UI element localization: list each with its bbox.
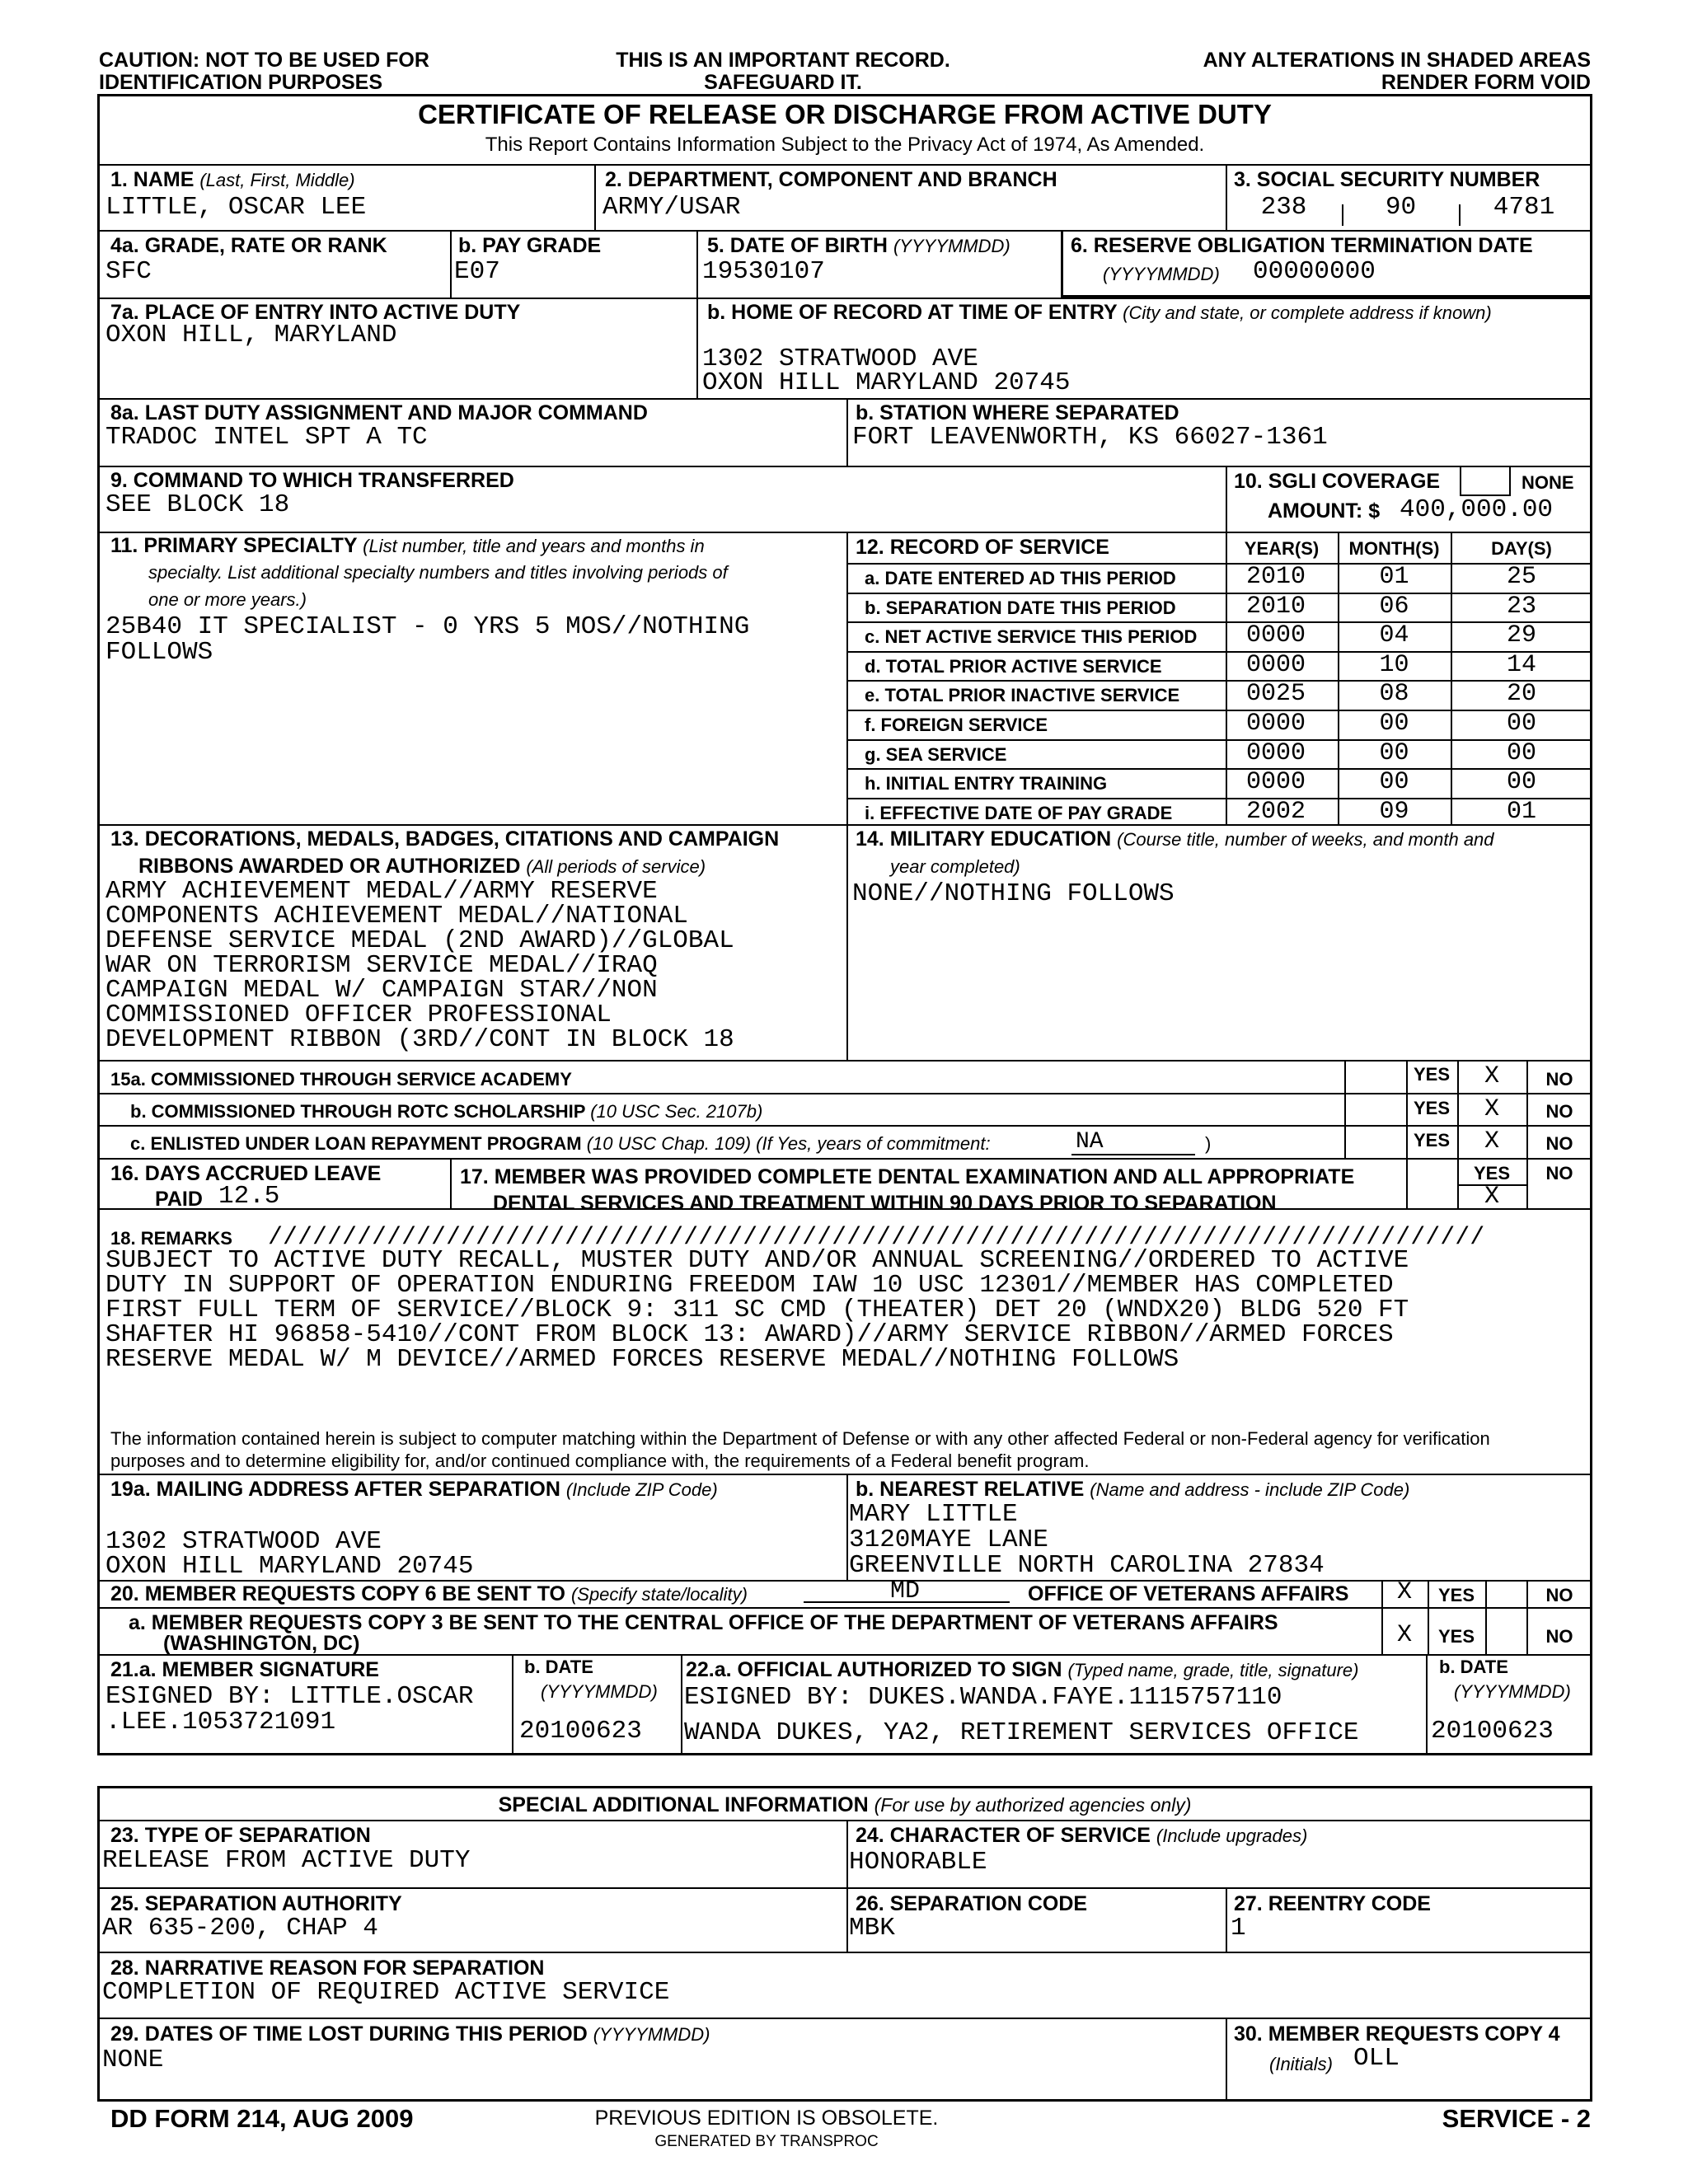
- record-day-value: 00: [1506, 710, 1536, 738]
- 15c-close-paren: ): [1205, 1133, 1212, 1154]
- privacy-notice: This Report Contains Information Subject to the Privacy Act of 1974, As Amended.: [485, 134, 1205, 156]
- block-18-label: 18. REMARKS: [110, 1228, 232, 1249]
- record-year-value: 0000: [1245, 621, 1306, 650]
- block-20-label: 20. MEMBER REQUESTS COPY 6 BE SENT TO (Specify state/locality): [110, 1582, 748, 1605]
- block-30-hint: (Initials): [1269, 2054, 1334, 2074]
- copy6-state-value: MD: [890, 1577, 921, 1605]
- record-row-label: a. DATE ENTERED AD THIS PERIOD: [865, 568, 1176, 588]
- safeguard-text: SAFEGUARD IT.: [704, 71, 862, 94]
- block-24-label: 24. CHARACTER OF SERVICE (Include upgrades): [856, 1824, 1308, 1847]
- block-17-label: 17. MEMBER WAS PROVIDED COMPLETE DENTAL EXAMINATION AND ALL APPROPRIATE: [460, 1165, 1355, 1188]
- divider: [97, 824, 1592, 826]
- block-21b-label: b. DATE: [524, 1657, 593, 1677]
- divider: [97, 2018, 1592, 2019]
- block-5-label: 5. DATE OF BIRTH (YYYYMMDD): [707, 234, 1010, 257]
- ssn-separator: [1342, 204, 1343, 226]
- block-20a-label: a. MEMBER REQUESTS COPY 3 BE SENT TO THE CENTRAL OFFICE OF THE DEPARTMENT OF VETERANS AFFAIRS: [129, 1611, 1278, 1634]
- 15b-checkmark: X: [1484, 1095, 1499, 1123]
- divider: [97, 466, 1592, 467]
- 20a-checkmark: X: [1396, 1621, 1412, 1649]
- official-esignature: ESIGNED BY: DUKES.WANDA.FAYE.1115757110: [684, 1683, 1282, 1712]
- alterations-text: ANY ALTERATIONS IN SHADED AREAS: [1203, 49, 1591, 72]
- nearest-relative-line-2: 3120MAYE LANE: [849, 1526, 1048, 1554]
- divider: [846, 1820, 848, 1952]
- record-month-value: 09: [1379, 797, 1409, 826]
- block-26-label: 26. SEPARATION CODE: [856, 1892, 1088, 1915]
- decorations-value: ARMY ACHIEVEMENT MEDAL//ARMY RESERVE COMPONENTS ACHIEVEMENT MEDAL//NATIONAL DEFENSE SERVICE MEDAL (2ND AWARD)//GLOBAL WAR ON TERRORISM SERVICE MEDAL//IRAQ CAMPAIGN MEDAL W/ CAMPAIGN STAR//NON COMMISSIONED OFFICER PROFESSIONAL DEVELOPMENT RIBBON (3RD//CONT IN BLOCK 18: [106, 877, 734, 1054]
- block-3-label: 3. SOCIAL SECURITY NUMBER: [1234, 168, 1540, 191]
- divider: [450, 1158, 452, 1208]
- military-education-value: NONE//NOTHING FOLLOWS: [852, 879, 1175, 908]
- block-1-label: 1. NAME (Last, First, Middle): [110, 168, 355, 191]
- ssn-part-3: 4781: [1493, 193, 1555, 222]
- official-signature-date: 20100623: [1431, 1717, 1554, 1746]
- divider: [1426, 1654, 1428, 1755]
- 15a-no-label: NO: [1545, 1069, 1573, 1090]
- record-row-label: f. FOREIGN SERVICE: [865, 715, 1048, 735]
- record-row-label: i. EFFECTIVE DATE OF PAY GRADE: [865, 802, 1173, 823]
- block-15a-label: 15a. COMMISSIONED THROUGH SERVICE ACADEMY: [110, 1069, 572, 1090]
- record-month-value: 10: [1379, 650, 1409, 679]
- service-copy-label: SERVICE - 2: [1442, 2104, 1591, 2133]
- caution-text: CAUTION: NOT TO BE USED FOR: [99, 49, 429, 72]
- block-9-label: 9. COMMAND TO WHICH TRANSFERRED: [110, 469, 514, 492]
- record-row-label: b. SEPARATION DATE THIS PERIOD: [865, 597, 1176, 618]
- separation-code-value: MBK: [849, 1914, 895, 1943]
- divider: [1226, 164, 1227, 230]
- divider: [696, 230, 698, 298]
- 15c-no-label: NO: [1545, 1133, 1573, 1154]
- type-of-separation-value: RELEASE FROM ACTIVE DUTY: [102, 1846, 471, 1875]
- divider: [97, 1952, 1592, 1953]
- 15c-yes-label: YES: [1413, 1130, 1451, 1151]
- dob-value: 19530107: [702, 257, 825, 286]
- record-month-value: 08: [1379, 680, 1409, 709]
- separation-authority-value: AR 635-200, CHAP 4: [102, 1914, 378, 1943]
- record-month-value: 00: [1379, 768, 1409, 797]
- sgli-none-box: [1460, 466, 1461, 496]
- important-record-text: THIS IS AN IMPORTANT RECORD.: [616, 49, 950, 72]
- block-12-label: 12. RECORD OF SERVICE: [856, 536, 1109, 559]
- character-of-service-value: HONORABLE: [849, 1848, 987, 1877]
- divider: [97, 1607, 1592, 1609]
- mailing-address-line-2: OXON HILL MARYLAND 20745: [106, 1552, 474, 1581]
- computer-matching-notice-2: purposes and to determine eligibility for, and/or continued compliance with, the requirements of a Federal benefit program.: [110, 1451, 1090, 1471]
- time-lost-value: NONE: [102, 2046, 164, 2074]
- home-of-record-line-1: 1302 STRATWOOD AVE: [702, 344, 978, 373]
- block-15b-label: b. COMMISSIONED THROUGH ROTC SCHOLARSHIP (10 USC Sec. 2107b): [130, 1101, 763, 1122]
- record-year-value: 0000: [1245, 650, 1306, 679]
- block-4b-label: b. PAY GRADE: [458, 234, 602, 257]
- 20-yes-label: YES: [1437, 1585, 1475, 1605]
- place-of-entry-value: OXON HILL, MARYLAND: [106, 321, 397, 349]
- block-23-label: 23. TYPE OF SEPARATION: [110, 1824, 371, 1847]
- block-6-label: 6. RESERVE OBLIGATION TERMINATION DATE: [1071, 234, 1533, 257]
- last-duty-value: TRADOC INTEL SPT A TC: [106, 423, 428, 452]
- name-value: LITTLE, OSCAR LEE: [106, 193, 367, 222]
- reentry-code-value: 1: [1231, 1914, 1246, 1943]
- previous-edition-text: PREVIOUS EDITION IS OBSOLETE.: [594, 2107, 939, 2130]
- sgli-amount-label: AMOUNT: $: [1268, 499, 1381, 523]
- record-year-value: 0000: [1245, 768, 1306, 797]
- nearest-relative-line-3: GREENVILLE NORTH CAROLINA 27834: [849, 1551, 1325, 1580]
- divider: [1344, 1060, 1346, 1158]
- record-day-value: 14: [1506, 650, 1536, 679]
- mailing-address-line-1: 1302 STRATWOOD AVE: [106, 1527, 382, 1556]
- divider: [97, 398, 1592, 400]
- block-15c-label: c. ENLISTED UNDER LOAN REPAYMENT PROGRAM (10 USC Chap. 109) (If Yes, years of commitment:: [130, 1133, 991, 1154]
- block-19a-label: 19a. MAILING ADDRESS AFTER SEPARATION (Include ZIP Code): [110, 1478, 718, 1501]
- narrative-reason-value: COMPLETION OF REQUIRED ACTIVE SERVICE: [102, 1978, 670, 2007]
- block-30-label: 30. MEMBER REQUESTS COPY 4: [1234, 2022, 1560, 2046]
- divider: [1485, 1580, 1487, 1654]
- divider: [512, 1654, 513, 1755]
- record-month-value: 00: [1379, 710, 1409, 738]
- day-column-header: DAY(S): [1491, 538, 1552, 559]
- record-row-label: h. INITIAL ENTRY TRAINING: [865, 773, 1108, 794]
- 15c-checkmark: X: [1484, 1127, 1499, 1155]
- 17-checkmark: X: [1484, 1183, 1499, 1211]
- divider: [696, 298, 698, 398]
- block-7a-label: 7a. PLACE OF ENTRY INTO ACTIVE DUTY: [110, 301, 521, 324]
- record-day-value: 23: [1506, 592, 1536, 621]
- block-11-hint: specialty. List additional specialty numbers and titles involving periods of: [148, 562, 728, 583]
- block-21a-label: 21.a. MEMBER SIGNATURE: [110, 1658, 379, 1681]
- record-month-value: 01: [1379, 563, 1409, 591]
- block-11-hint: one or more years.): [148, 589, 307, 610]
- 15a-yes-label: YES: [1413, 1064, 1451, 1085]
- block-20a-label-2: (WASHINGTON, DC): [163, 1632, 360, 1655]
- record-day-value: 01: [1506, 797, 1536, 826]
- 20-no-label: NO: [1545, 1585, 1573, 1605]
- reserve-termination-value: 00000000: [1253, 257, 1376, 286]
- 15b-yes-label: YES: [1413, 1098, 1451, 1118]
- 20a-no-label: NO: [1545, 1626, 1573, 1647]
- divider: [846, 824, 848, 1060]
- month-column-header: MONTH(S): [1348, 538, 1440, 559]
- office-veterans-affairs-label: OFFICE OF VETERANS AFFAIRS: [1028, 1582, 1349, 1605]
- block-28-label: 28. NARRATIVE REASON FOR SEPARATION: [110, 1957, 545, 1980]
- record-row-label: g. SEA SERVICE: [865, 743, 1007, 765]
- divider: [97, 1580, 1592, 1582]
- block-8a-label: 8a. LAST DUTY ASSIGNMENT AND MAJOR COMMAND: [110, 401, 648, 424]
- sgli-none-label: NONE: [1522, 472, 1574, 493]
- record-day-value: 29: [1506, 621, 1536, 650]
- 15c-commitment-value: NA: [1076, 1129, 1104, 1155]
- divider: [1226, 2018, 1227, 2102]
- divider: [681, 1654, 682, 1755]
- department-value: ARMY/USAR: [603, 193, 741, 222]
- grade-value: SFC: [106, 257, 152, 286]
- generated-by-text: GENERATED BY TRANSPROC: [654, 2133, 879, 2150]
- pay-grade-value: E07: [454, 257, 500, 286]
- days-leave-value: 12.5: [218, 1182, 280, 1211]
- primary-specialty-value: 25B40 IT SPECIALIST - 0 YRS 5 MOS//NOTHING FOLLOWS: [106, 612, 750, 667]
- block-14-label: 14. MILITARY EDUCATION (Course title, number of weeks, and month and: [856, 827, 1494, 851]
- divider: [97, 1093, 1592, 1094]
- 20a-yes-label: YES: [1437, 1626, 1475, 1647]
- block-4a-label: 4a. GRADE, RATE OR RANK: [110, 234, 387, 257]
- divider: [450, 230, 452, 298]
- divider: [97, 1474, 1592, 1475]
- record-year-value: 0000: [1245, 710, 1306, 738]
- ssn-separator: [1459, 204, 1461, 226]
- divider: [97, 1060, 1592, 1062]
- block-13-label: 13. DECORATIONS, MEDALS, BADGES, CITATIONS AND CAMPAIGN: [110, 827, 780, 851]
- block-16-label: 16. DAYS ACCRUED LEAVE: [110, 1162, 382, 1185]
- record-year-value: 0000: [1245, 738, 1306, 767]
- block-13-label-2: RIBBONS AWARDED OR AUTHORIZED (All periods of service): [138, 855, 706, 878]
- member-signature-date: 20100623: [519, 1717, 642, 1746]
- nearest-relative-line-1: MARY LITTLE: [849, 1500, 1018, 1529]
- divider: [846, 398, 848, 466]
- block-29-label: 29. DATES OF TIME LOST DURING THIS PERIOD (YYYYMMDD): [110, 2022, 710, 2046]
- block-2-label: 2. DEPARTMENT, COMPONENT AND BRANCH: [605, 168, 1057, 191]
- 20-checkmark: X: [1396, 1578, 1412, 1606]
- copy4-initials-value: OLL: [1353, 2044, 1400, 2073]
- sgli-amount-value: 400,000.00: [1400, 495, 1554, 524]
- divider: [97, 164, 1592, 166]
- block-19b-label: b. NEAREST RELATIVE (Name and address - include ZIP Code): [856, 1478, 1410, 1501]
- block-10-label: 10. SGLI COVERAGE: [1234, 470, 1441, 493]
- sgli-none-box: [1509, 466, 1511, 496]
- block-17-label-2: DENTAL SERVICES AND TREATMENT WITHIN 90 DAYS PRIOR TO SEPARATION: [493, 1192, 1277, 1215]
- record-day-value: 00: [1506, 768, 1536, 797]
- divider: [97, 532, 1592, 533]
- station-separated-value: FORT LEAVENWORTH, KS 66027-1361: [852, 423, 1328, 452]
- official-name-title: WANDA DUKES, YA2, RETIREMENT SERVICES OFFICE: [684, 1718, 1359, 1747]
- divider: [594, 164, 596, 230]
- block-22b-hint: (YYYYMMDD): [1454, 1681, 1571, 1702]
- block-21b-hint: (YYYYMMDD): [541, 1681, 658, 1702]
- divider: [97, 1125, 1592, 1127]
- remarks-value: SUBJECT TO ACTIVE DUTY RECALL, MUSTER DUTY AND/OR ANNUAL SCREENING//ORDERED TO ACTIVE DUTY IN SUPPORT OF OPERATION ENDURING FREEDOM IAW 10 USC 12301//MEMBER HAS COMPLETED FIRST FULL TERM OF SERVICE//BLOCK 9: 311 SC CMD (THEATER) DET 20 (WNDX20) BLDG 520 FT SHAFTER HI 96858-5410//CONT FROM BLOCK 13: AWARD)//ARMY SERVICE RIBBON//ARMED FORCES RESERVE MEDAL W/ M DEVICE//ARMED FORCES RESERVE MEDAL//NOTHING FOLLOWS: [106, 1246, 1409, 1374]
- divider: [97, 1887, 1592, 1889]
- block-22a-label: 22.a. OFFICIAL AUTHORIZED TO SIGN (Typed name, grade, title, signature): [686, 1658, 1359, 1681]
- form-void-text: RENDER FORM VOID: [1381, 71, 1591, 94]
- 15a-checkmark: X: [1484, 1062, 1499, 1090]
- 15b-no-label: NO: [1545, 1101, 1573, 1122]
- special-info-title: SPECIAL ADDITIONAL INFORMATION (For use by authorized agencies only): [498, 1793, 1192, 1816]
- year-column-header: YEAR(S): [1244, 538, 1320, 559]
- record-day-value: 25: [1506, 563, 1536, 591]
- record-row-label: d. TOTAL PRIOR ACTIVE SERVICE: [865, 655, 1162, 677]
- record-year-value: 2010: [1245, 563, 1306, 591]
- block-16-label-2: PAID: [155, 1188, 203, 1211]
- command-transferred-value: SEE BLOCK 18: [106, 490, 290, 519]
- divider: [97, 298, 1592, 299]
- block-8b-label: b. STATION WHERE SEPARATED: [856, 401, 1179, 424]
- record-row-label: e. TOTAL PRIOR INACTIVE SERVICE: [865, 685, 1180, 706]
- block-14-hint: year completed): [890, 856, 1020, 877]
- divider: [846, 532, 848, 824]
- caution-text-2: IDENTIFICATION PURPOSES: [99, 71, 383, 94]
- divider: [97, 1820, 1592, 1821]
- record-year-value: 2002: [1245, 797, 1306, 826]
- block-7b-label: b. HOME OF RECORD AT TIME OF ENTRY (City and state, or complete address if known): [707, 301, 1492, 324]
- form-title: CERTIFICATE OF RELEASE OR DISCHARGE FROM ACTIVE DUTY: [418, 99, 1272, 129]
- record-day-value: 20: [1506, 680, 1536, 709]
- block-6-hint: (YYYYMMDD): [1103, 264, 1220, 284]
- divider: [1226, 466, 1227, 532]
- form-identifier: DD FORM 214, AUG 2009: [110, 2104, 414, 2133]
- ssn-part-2: 90: [1385, 193, 1417, 222]
- divider: [1226, 1887, 1227, 1952]
- computer-matching-notice: The information contained herein is subject to computer matching within the Department of Defense or with any other affected Federal or non-Federal agency for verification: [110, 1428, 1490, 1449]
- divider: [846, 1474, 848, 1580]
- record-row-label: c. NET ACTIVE SERVICE THIS PERIOD: [865, 626, 1198, 648]
- remarks-slashes: //////////////////////////////////////////////////////////////////////////////////: [268, 1226, 1485, 1250]
- record-month-value: 06: [1379, 592, 1409, 621]
- block-22b-label: b. DATE: [1439, 1657, 1508, 1677]
- block-25-label: 25. SEPARATION AUTHORITY: [110, 1892, 402, 1915]
- divider: [97, 1654, 1592, 1656]
- 17-yes-label: YES: [1473, 1163, 1511, 1183]
- member-signature-value: ESIGNED BY: LITTLE.OSCAR .LEE.1053721091: [106, 1682, 474, 1736]
- divider: [97, 1158, 1592, 1160]
- home-of-record-line-2: OXON HILL MARYLAND 20745: [702, 368, 1071, 397]
- block-11-label: 11. PRIMARY SPECIALTY (List number, title and years and months in: [110, 534, 705, 557]
- divider: [97, 1208, 1592, 1210]
- block-27-label: 27. REENTRY CODE: [1234, 1892, 1431, 1915]
- record-month-value: 04: [1379, 621, 1409, 650]
- record-day-value: 00: [1506, 738, 1536, 767]
- record-month-value: 00: [1379, 738, 1409, 767]
- ssn-part-1: 238: [1260, 193, 1307, 222]
- 17-no-label: NO: [1545, 1163, 1573, 1183]
- record-year-value: 2010: [1245, 592, 1306, 621]
- record-year-value: 0025: [1245, 680, 1306, 709]
